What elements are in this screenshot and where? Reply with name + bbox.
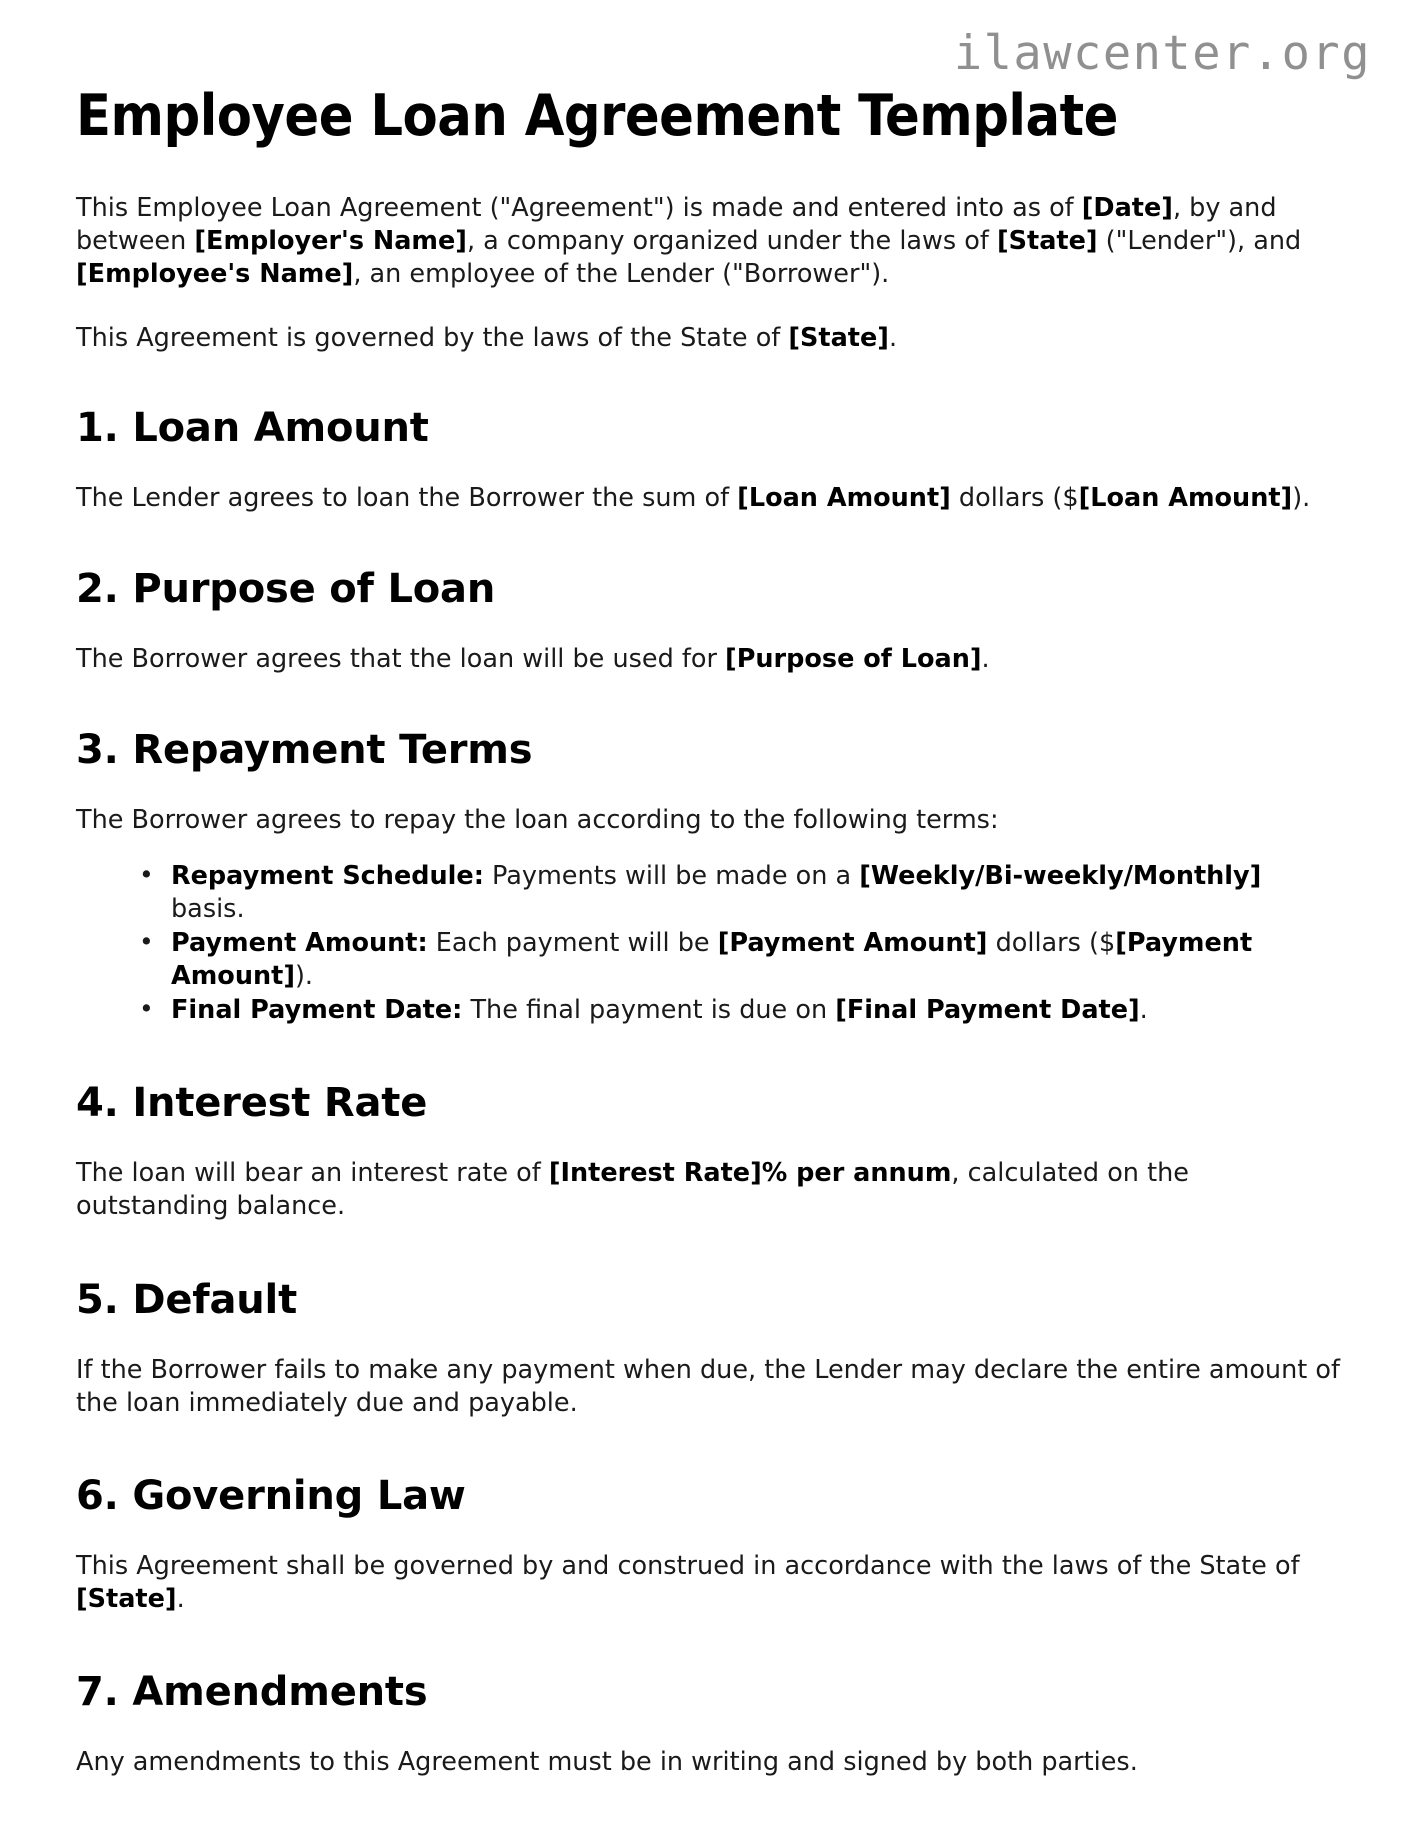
section-body-default: If the Borrower fails to make any payment when due, the Lender may declare the entire amount of the loan immediately due and payable. bbox=[76, 1354, 1340, 1418]
section-heading-default: 5. Default bbox=[76, 1276, 297, 1323]
section-body-loan-amount: The Lender agrees to loan the Borrower the sum of [Loan Amount] dollars ($[Loan Amount]). bbox=[76, 483, 1311, 514]
list-item: • Repayment Schedule: Payments will be made on a [Weekly/Bi-weekly/Monthly] basis. bbox=[171, 860, 1343, 926]
section-body-repayment-terms: The Borrower agrees to repay the loan according to the following terms: bbox=[76, 805, 999, 836]
list-item: • Final Payment Date: The final payment is due on [Final Payment Date]. bbox=[171, 994, 1343, 1027]
intro-paragraph-1: This Employee Loan Agreement ("Agreement") is made and entered into as of [Date], by and between [Employer's Name], a company organized under the laws of [State] ("Lender"), and [Employee's Name], an employee of the Lender ("Borrower"). bbox=[76, 192, 1302, 289]
section-body-governing-law: This Agreement shall be governed by and construed in accordance with the laws of the State of [State]. bbox=[76, 1550, 1300, 1614]
section-heading-repayment-terms: 3. Repayment Terms bbox=[76, 727, 533, 774]
section-heading-interest-rate: 4. Interest Rate bbox=[76, 1080, 428, 1127]
repayment-terms-list bbox=[76, 860, 1343, 1028]
section-heading-governing-law: 6. Governing Law bbox=[76, 1472, 466, 1519]
site-watermark: ilawcenter.org bbox=[953, 26, 1371, 81]
list-item: • Payment Amount: Each payment will be [Payment Amount] dollars ($[Payment Amount]). bbox=[171, 927, 1343, 993]
section-body-interest-rate: The loan will bear an interest rate of [Interest Rate]% per annum, calculated on the outstanding balance. bbox=[76, 1158, 1189, 1222]
page-title: Employee Loan Agreement Template bbox=[76, 83, 1118, 149]
section-heading-loan-amount: 1. Loan Amount bbox=[76, 405, 429, 452]
intro-paragraph-2: This Agreement is governed by the laws of the State of [State]. bbox=[76, 322, 898, 353]
section-body-purpose-of-loan: The Borrower agrees that the loan will be used for [Purpose of Loan]. bbox=[76, 644, 990, 675]
section-body-amendments: Any amendments to this Agreement must be in writing and signed by both parties. bbox=[76, 1747, 1138, 1778]
section-heading-purpose-of-loan: 2. Purpose of Loan bbox=[76, 566, 496, 613]
section-heading-amendments: 7. Amendments bbox=[76, 1669, 428, 1716]
